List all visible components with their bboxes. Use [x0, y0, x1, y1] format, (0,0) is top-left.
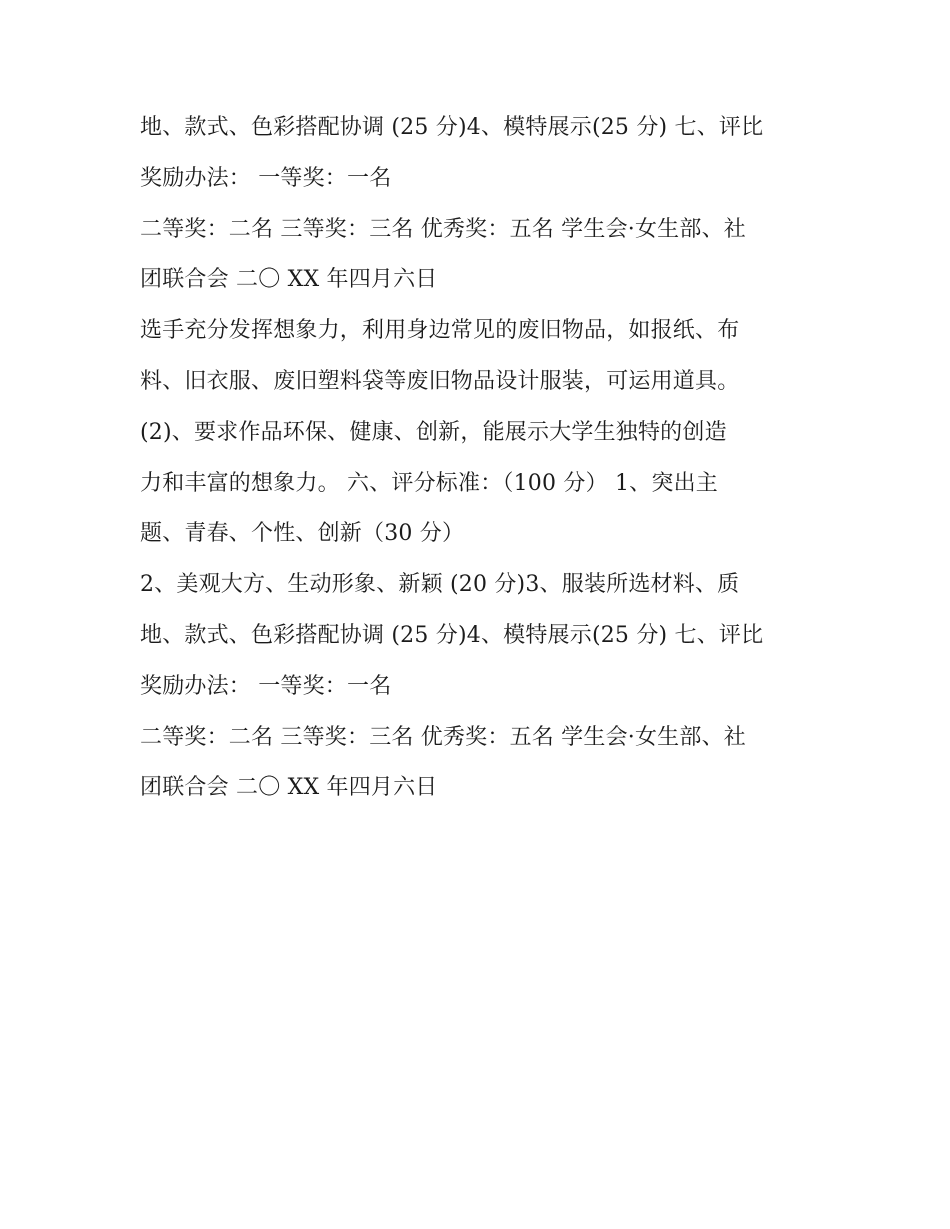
text-line: 二等奖：二名 三等奖：三名 优秀奖：五名 学生会·女生部、社 — [140, 216, 746, 242]
text-line: 团联合会 二〇 XX 年四月六日 — [140, 775, 438, 801]
text-line: 二等奖：二名 三等奖：三名 优秀奖：五名 学生会·女生部、社 — [140, 724, 746, 750]
text-line: 力和丰富的想象力。 六、评分标准：（100 分） 1、突出主 — [140, 470, 718, 496]
text-line: 题、青春、个性、创新（30 分） — [140, 521, 465, 547]
text-line: 料、旧衣服、废旧塑料袋等废旧物品设计服装，可运用道具。 — [140, 368, 740, 394]
text-line: 选手充分发挥想象力，利用身边常见的废旧物品，如报纸、布 — [140, 318, 740, 344]
text-line: 团联合会 二〇 XX 年四月六日 — [140, 267, 438, 293]
document-body — [140, 103, 840, 814]
text-line: 奖励办法： 一等奖：一名 — [140, 673, 392, 699]
text-line: 地、款式、色彩搭配协调 (25 分)4、模特展示(25 分) 七、评比 — [140, 115, 764, 140]
text-line: (2)、要求作品环保、健康、创新，能展示大学生独特的创造 — [140, 419, 727, 445]
text-line: 2、美观大方、生动形象、新颖 (20 分)3、服装所选材料、质 — [140, 572, 740, 598]
text-line: 奖励办法： 一等奖：一名 — [140, 165, 392, 191]
text-line: 地、款式、色彩搭配协调 (25 分)4、模特展示(25 分) 七、评比 — [140, 622, 764, 648]
